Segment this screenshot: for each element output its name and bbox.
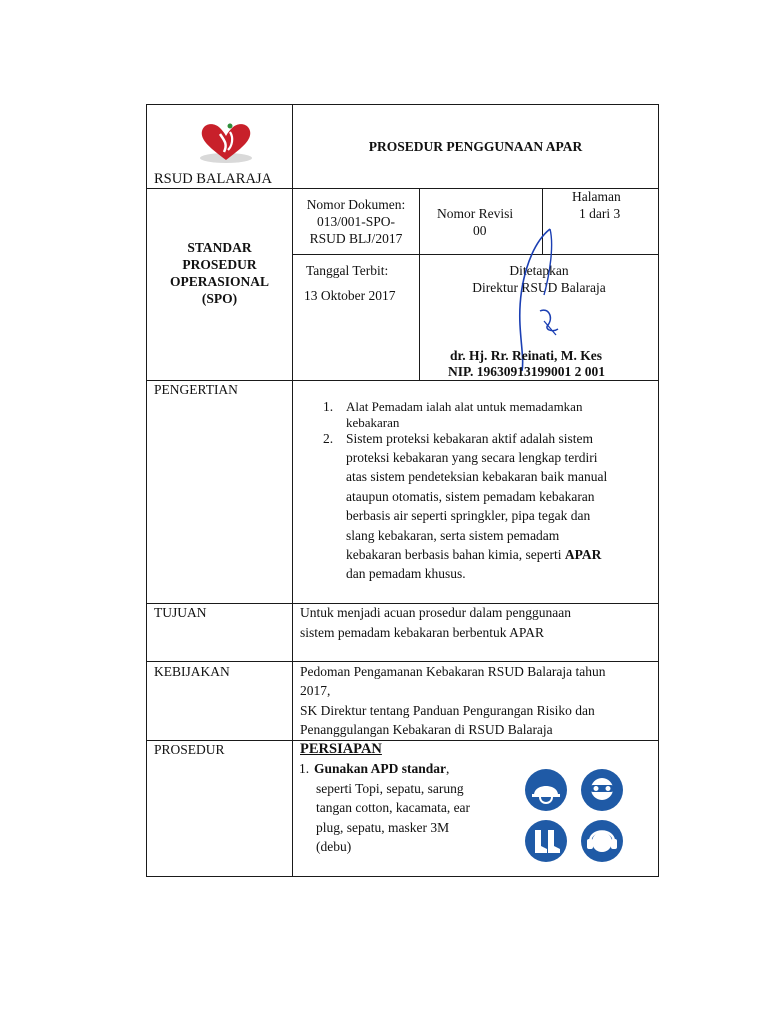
- ear-protection-icon: [578, 818, 626, 864]
- prosedur-item-line: (debu): [316, 839, 352, 854]
- list-item-line: Sistem proteksi kebakaran aktif adalah sistem: [346, 431, 594, 446]
- prosedur-item-line: tangan cotton, kacamata, ear: [316, 800, 471, 815]
- goggles-icon: [578, 767, 626, 813]
- prosedur-item-heading: Gunakan APD standar,: [314, 761, 450, 776]
- pengertian-label: PENGERTIAN: [154, 382, 238, 397]
- hospital-logo: [190, 118, 262, 168]
- helmet-icon: [522, 767, 570, 813]
- tanggal-terbit-label: Tanggal Terbit:: [306, 263, 389, 278]
- list-item-line: berbasis air seperti springkler, pipa tegak dan: [346, 508, 591, 523]
- ditetapkan-text: Ditetapkan: [509, 263, 569, 278]
- tujuan-line: sistem pemadam kebakaran berbentuk APAR: [300, 625, 544, 640]
- kebijakan-line: Penanggulangan Kebakaran di RSUD Balaraja: [300, 722, 553, 737]
- table-border-top: [146, 104, 659, 105]
- nomor-revisi-label: Nomor Revisi: [437, 206, 514, 221]
- persiapan-title: PERSIAPAN: [300, 741, 382, 757]
- list-item-number: 1.: [323, 399, 334, 414]
- list-item-line: Alat Pemadam ialah alat untuk memadamkan: [346, 399, 583, 414]
- row-sep-docinfo: [292, 254, 659, 255]
- nomor-dokumen-value-1: 013/001-SPO-: [316, 214, 395, 229]
- prosedur-item-line: plug, sepatu, masker 3M: [316, 820, 450, 835]
- halaman-label: Halaman: [572, 189, 621, 204]
- halaman-value: 1 dari 3: [579, 206, 621, 221]
- list-item-line: slang kebakaran, serta sistem pemadam: [346, 528, 560, 543]
- row-sep-tujuan: [146, 661, 659, 662]
- nomor-dokumen-value-2: RSUD BLJ/2017: [309, 231, 403, 246]
- prosedur-item-number: 1.: [299, 761, 310, 776]
- nomor-revisi-value: 00: [473, 223, 487, 238]
- kebijakan-label: KEBIJAKAN: [154, 664, 230, 679]
- list-item-line: kebakaran berbasis bahan kimia, seperti APAR: [346, 547, 602, 562]
- kebijakan-line: 2017,: [300, 683, 331, 698]
- list-item-line: kebakaran: [346, 415, 400, 430]
- list-item-line: ataupun otomatis, sistem pemadam kebakaran: [346, 489, 595, 504]
- prosedur-item-line: seperti Topi, sepatu, sarung: [316, 781, 464, 796]
- table-border-left: [146, 104, 147, 877]
- list-item-line: proteksi kebakaran yang secara lengkap terdiri: [346, 450, 598, 465]
- tujuan-line: Untuk menjadi acuan prosedur dalam penggunaan: [300, 605, 572, 620]
- document-title: PROSEDUR PENGGUNAAN APAR: [368, 139, 583, 154]
- kebijakan-line: SK Direktur tentang Panduan Pengurangan Risiko dan: [300, 703, 595, 718]
- hospital-name: RSUD BALARAJA: [154, 171, 273, 187]
- signer-nip: NIP. 19630913199001 2 001: [448, 364, 606, 379]
- table-border-bottom: [146, 876, 659, 877]
- boots-icon: [522, 818, 570, 864]
- kebijakan-line: Pedoman Pengamanan Kebakaran RSUD Balaraja tahun: [300, 664, 606, 679]
- tujuan-label: TUJUAN: [154, 605, 207, 620]
- table-border-right: [658, 104, 659, 877]
- list-item-line: dan pemadam khusus.: [346, 566, 466, 581]
- nomor-dokumen-label: Nomor Dokumen:: [306, 197, 406, 212]
- prosedur-label: PROSEDUR: [154, 742, 225, 757]
- list-item-number: 2.: [323, 431, 334, 446]
- direktur-text: Direktur RSUD Balaraja: [472, 280, 606, 295]
- tanggal-terbit-value: 13 Oktober 2017: [304, 288, 396, 303]
- signer-name: dr. Hj. Rr. Reinati, M. Kes: [450, 348, 602, 363]
- list-item-line: atas sistem pendeteksian kebakaran baik manual: [346, 469, 608, 484]
